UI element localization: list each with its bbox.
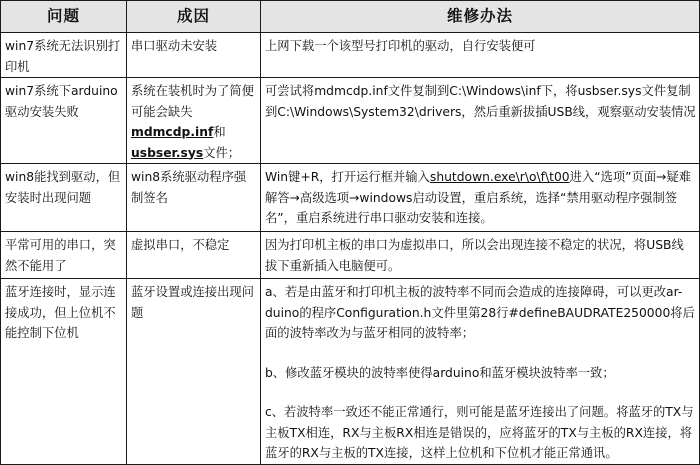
problem-cell: win7系统无法识别打印机 — [1, 33, 127, 78]
fix-step-a: a、若是由蓝牙和打印机主板的波特率不同而会造成的连接障碍，可以更改ar-duino的程序Configuration.h文件里第28行#defineBAUDRATE250000将后面的波特率改为与蓝牙相同的波特率； — [265, 285, 695, 340]
cause-cell: 蓝牙设置或连接出现问题 — [127, 279, 261, 465]
fix-step-b: b、修改蓝牙模块的波特率使得arduino和蓝牙模块波特率一致； — [265, 365, 615, 380]
fix-text-continued: 进入“选项”页面→疑难解答→高级选项→windows启动设置，重启系统，选择“禁用驱动程序强制签名”，重启系统进行串口驱动安装和连接。 — [265, 170, 692, 225]
fix-text: Win键+R，打开运行框并输入 — [265, 170, 430, 184]
paragraph-gap — [265, 383, 696, 402]
cause-cell — [127, 78, 261, 164]
table-row — [1, 232, 700, 279]
fix-cell — [261, 164, 700, 232]
cause-cell: 串口驱动未安装 — [127, 33, 261, 78]
fix-cell: 上网下载一个该型号打印机的驱动，自行安装便可 — [261, 33, 700, 78]
paragraph-gap — [265, 344, 696, 363]
table-row — [1, 78, 700, 164]
fix-cell — [261, 279, 700, 465]
problem-cell: 平常可用的串口，突然不能用了 — [1, 232, 127, 279]
header-problem: 问题 — [1, 1, 127, 33]
fix-cell: 可尝试将mdmcdp.inf文件复制到C:\Windows\inf下，将usbser.sys文件复制到C:\Windows\System32\drivers，然后重新拔插USB线，观察驱动安装情况 — [261, 78, 700, 164]
problem-cell: 蓝牙连接时，显示连接成功，但上位机不能控制下位机 — [1, 279, 127, 465]
cause-cell: win8系统驱动程序强制签名 — [127, 164, 261, 232]
and-text: 和 — [213, 125, 226, 139]
fix-cell: 因为打印机主板的串口为虚拟串口，所以会出现连接不稳定的状况，将USB线拔下重新插入电脑便可。 — [261, 232, 700, 279]
header-fix: 维修办法 — [261, 1, 700, 33]
cause-end-text: 文件； — [203, 145, 241, 160]
fix-step-c: c、若波特率一致还不能正常通行，则可能是蓝牙连接出了问题。将蓝牙的TX与主板TX相连，RX与主板RX相连是错误的，应将蓝牙的TX与主板的RX连接，将蓝牙的RX与主板的TX连接，这样上位机和下位机才能正常通讯。 — [265, 405, 694, 460]
table-row — [1, 164, 700, 232]
table-row — [1, 279, 700, 465]
mdmcdp-file-name: mdmcdp.inf — [131, 125, 214, 139]
problem-cell: win8能找到驱动，但安装时出现问题 — [1, 164, 127, 232]
shutdown-command: shutdown.exe\r\o\f\t00 — [429, 170, 570, 184]
usbser-file-name: usbser.sys — [131, 145, 204, 160]
problem-cell: win7系统下arduino驱动安装失败 — [1, 78, 127, 164]
header-row — [1, 1, 700, 33]
table-row — [1, 33, 700, 78]
cause-text: 系统在装机时为了简便可能会缺失 — [131, 84, 254, 119]
cause-cell: 虚拟串口，不稳定 — [127, 232, 261, 279]
header-cause: 成因 — [127, 1, 261, 33]
